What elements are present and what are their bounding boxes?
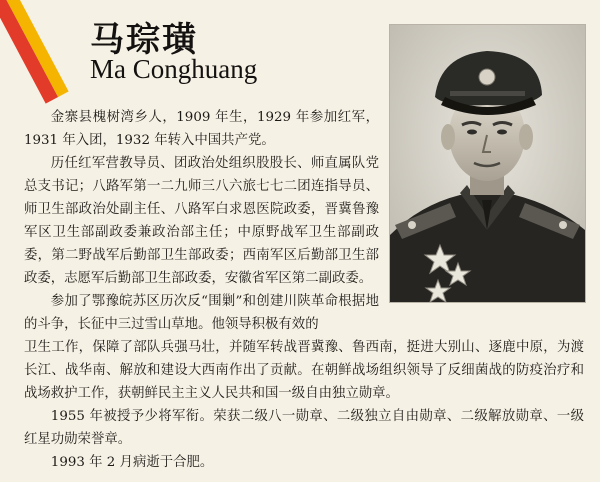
bio-paragraph-3a: 参加了鄂豫皖苏区历次反“围剿”和创建川陕革命根据地的斗争，长征中三过雪山草地。他领导积极有效的 <box>24 294 379 332</box>
biography-text <box>24 106 584 474</box>
bio-paragraph-4: 1955 年被授予少将军衔。荣获二级八一勋章、二级独立自由勋章、二级解放勋章、一级红星功勋荣誉章。 <box>24 409 584 447</box>
name-english: Ma Conghuang <box>90 54 258 84</box>
bio-paragraph-3b: 卫生工作，保障了部队兵强马壮，并随军转战晋冀豫、鲁西南，挺进大别山、逐鹿中原，为渡长江、战华南、解放和建设大西南作出了贡献。在朝鲜战场组织领导了反细菌战的防疫治疗和战场救护工作，获朝鲜民主主义人民共和国一级自由独立勋章。 <box>24 340 584 401</box>
bio-paragraph-2: 历任红军营教导员、团政治处组织股股长、师直属队党总支书记；八路军第一二九师三八六旅七七二团连指导员、师卫生部政治处副主任、八路军白求恩医院政委，晋冀鲁豫军区卫生部副政委兼政治部主任；中原野战军卫生部副政委，第二野战军后勤部卫生部政委；西南军区后勤部卫生部政委，志愿军后勤部卫生部政委，安徽省军区第二副政委。 <box>24 156 379 286</box>
bio-paragraph-1: 金寨县槐树湾乡人，1909 年生，1929 年参加红军，1931 年入团，1932 年转入中国共产党。 <box>24 110 379 148</box>
bio-paragraph-5: 1993 年 2 月病逝于合肥。 <box>50 455 214 470</box>
name-chinese: 马琮璜 <box>90 20 198 60</box>
